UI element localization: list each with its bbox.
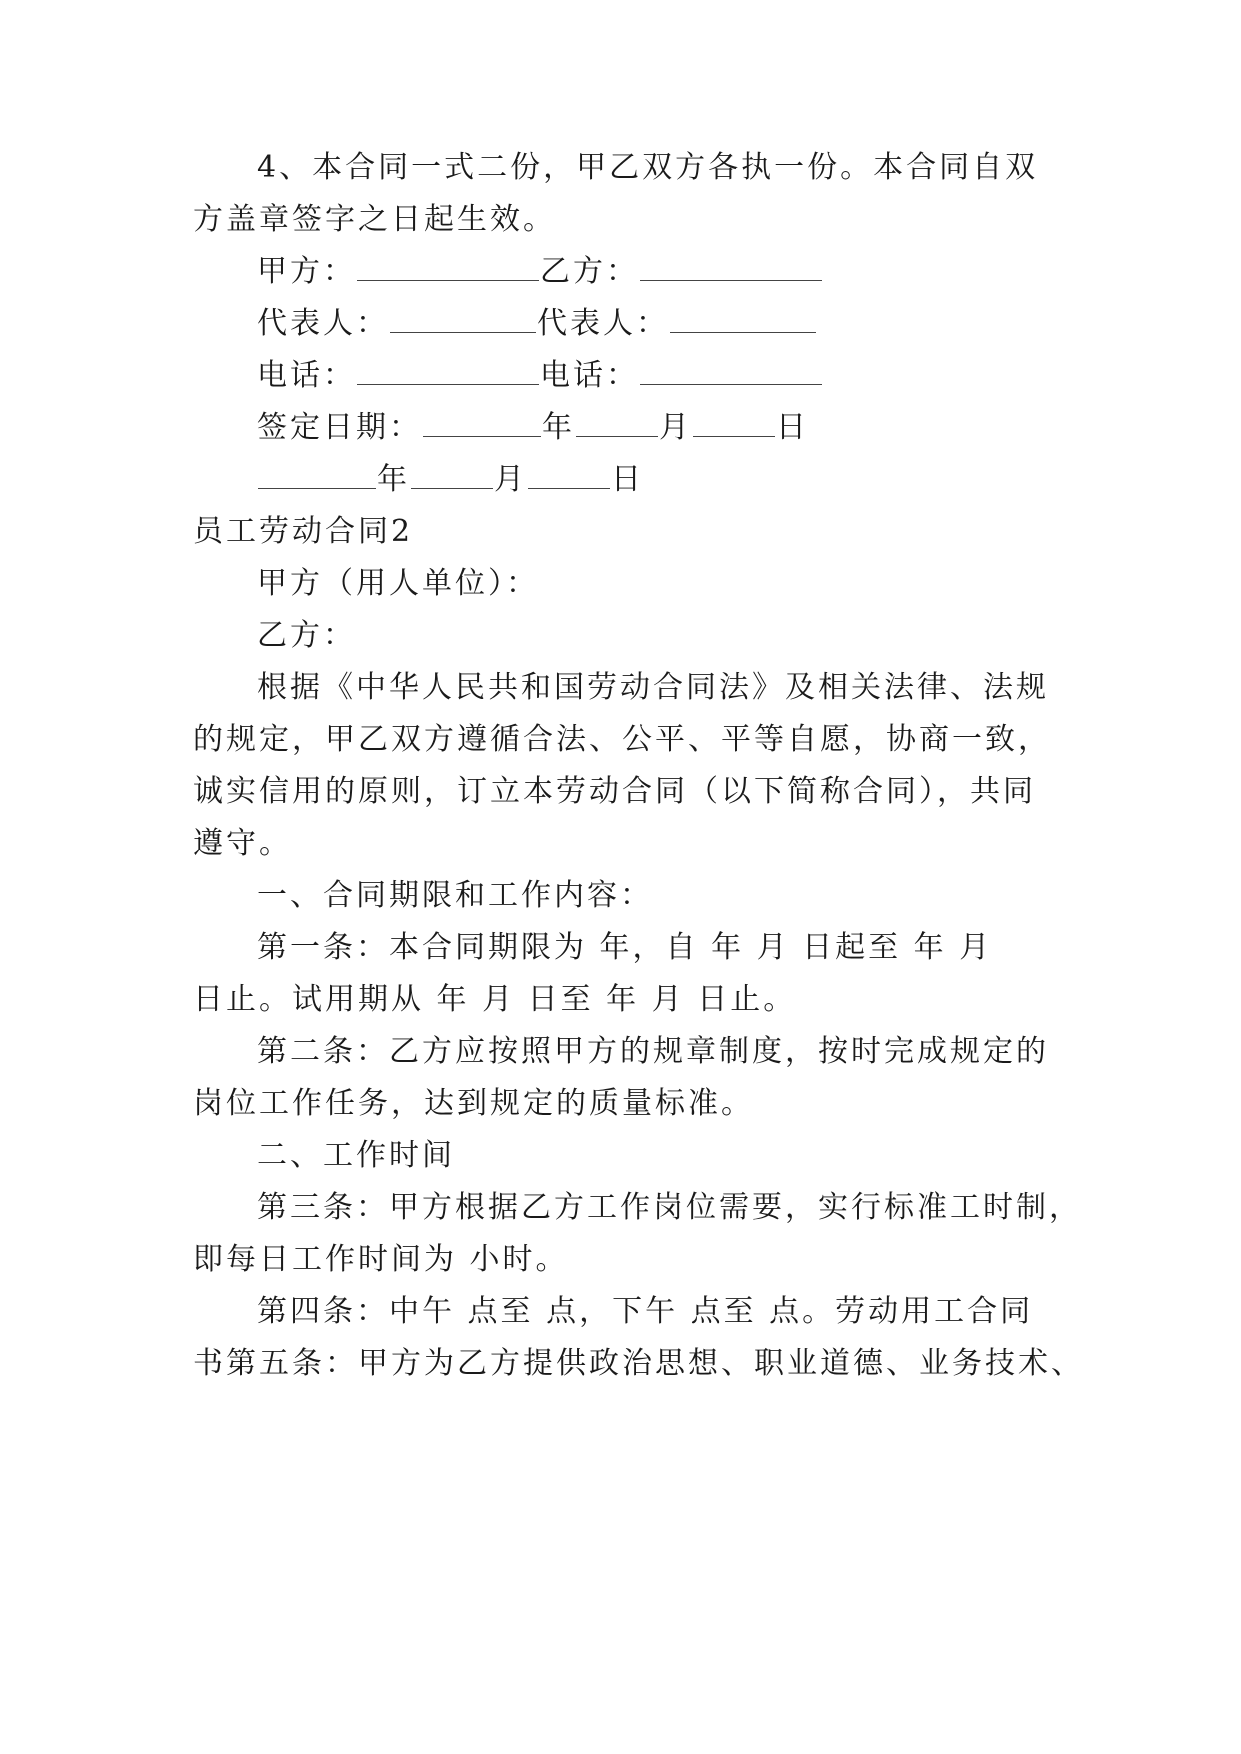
rep-b-blank [670, 304, 816, 333]
article-4-line-1: 第四条：中午 点至 点，下午 点至 点。劳动用工合同 [257, 1294, 1034, 1329]
second-date-row [257, 460, 644, 500]
intro-line-4: 遵守。 [193, 826, 292, 861]
heading-section-1: 一、合同期限和工作内容： [257, 878, 653, 913]
article-3-line-1: 第三条：甲方根据乙方工作岗位需要，实行标准工时制， [257, 1190, 1082, 1225]
article-3-line-2: 即每日工作时间为 小时。 [193, 1242, 569, 1277]
article-2-line-1: 第二条：乙方应按照甲方的规章制度，按时完成规定的 [257, 1034, 1049, 1069]
month-label: 月 [659, 410, 692, 445]
party-a-unit: 甲方（用人单位）： [257, 566, 539, 601]
sign-date-label: 签定日期： [257, 410, 422, 445]
article-2-line-2: 岗位工作任务，达到规定的质量标准。 [193, 1086, 754, 1121]
month-blank-2 [411, 460, 493, 489]
party-b-blank [640, 252, 822, 281]
intro-line-2: 的规定，甲乙双方遵循合法、公平、平等自愿，协商一致， [193, 722, 1051, 757]
tel-a-label: 电话： [257, 358, 356, 393]
article-1-line-2: 日止。试用期从 年 月 日至 年 月 日止。 [193, 982, 797, 1017]
section-title: 员工劳动合同2 [193, 514, 414, 549]
signature-phone-row [257, 356, 823, 396]
rep-a-blank [390, 304, 536, 333]
article-1-line-1: 第一条：本合同期限为 年，自 年 月 日起至 年 月 [257, 930, 993, 965]
signature-party-row [257, 252, 823, 292]
month-blank [576, 408, 658, 437]
heading-section-2: 二、工作时间 [257, 1138, 455, 1173]
rep-b-label: 代表人： [537, 306, 669, 341]
day-blank [693, 408, 775, 437]
year-blank [423, 408, 541, 437]
party-a-label: 甲方： [257, 254, 356, 289]
tel-b-label: 电话： [540, 358, 639, 393]
rep-a-label: 代表人： [257, 306, 389, 341]
signature-representative-row [257, 304, 817, 344]
month-label-2: 月 [494, 462, 527, 497]
party-b-label: 乙方： [540, 254, 639, 289]
article-4-line-2: 书第五条：甲方为乙方提供政治思想、职业道德、业务技术、 [193, 1346, 1084, 1381]
intro-line-1: 根据《中华人民共和国劳动合同法》及相关法律、法规 [257, 670, 1049, 705]
day-label-2: 日 [611, 462, 644, 497]
party-a-blank [357, 252, 539, 281]
signature-date-row [257, 408, 809, 448]
tel-b-blank [640, 356, 822, 385]
party-b: 乙方： [257, 618, 356, 653]
tel-a-blank [357, 356, 539, 385]
year-label: 年 [542, 410, 575, 445]
day-blank-2 [528, 460, 610, 489]
year-blank-2 [258, 460, 376, 489]
intro-line-3: 诚实信用的原则，订立本劳动合同（以下简称合同），共同 [193, 774, 1036, 809]
clause-4-line-2: 方盖章签字之日起生效。 [193, 202, 556, 237]
day-label: 日 [776, 410, 809, 445]
clause-4-line-1: 4、本合同一式二份，甲乙双方各执一份。本合同自双 [257, 150, 1039, 185]
year-label-2: 年 [377, 462, 410, 497]
